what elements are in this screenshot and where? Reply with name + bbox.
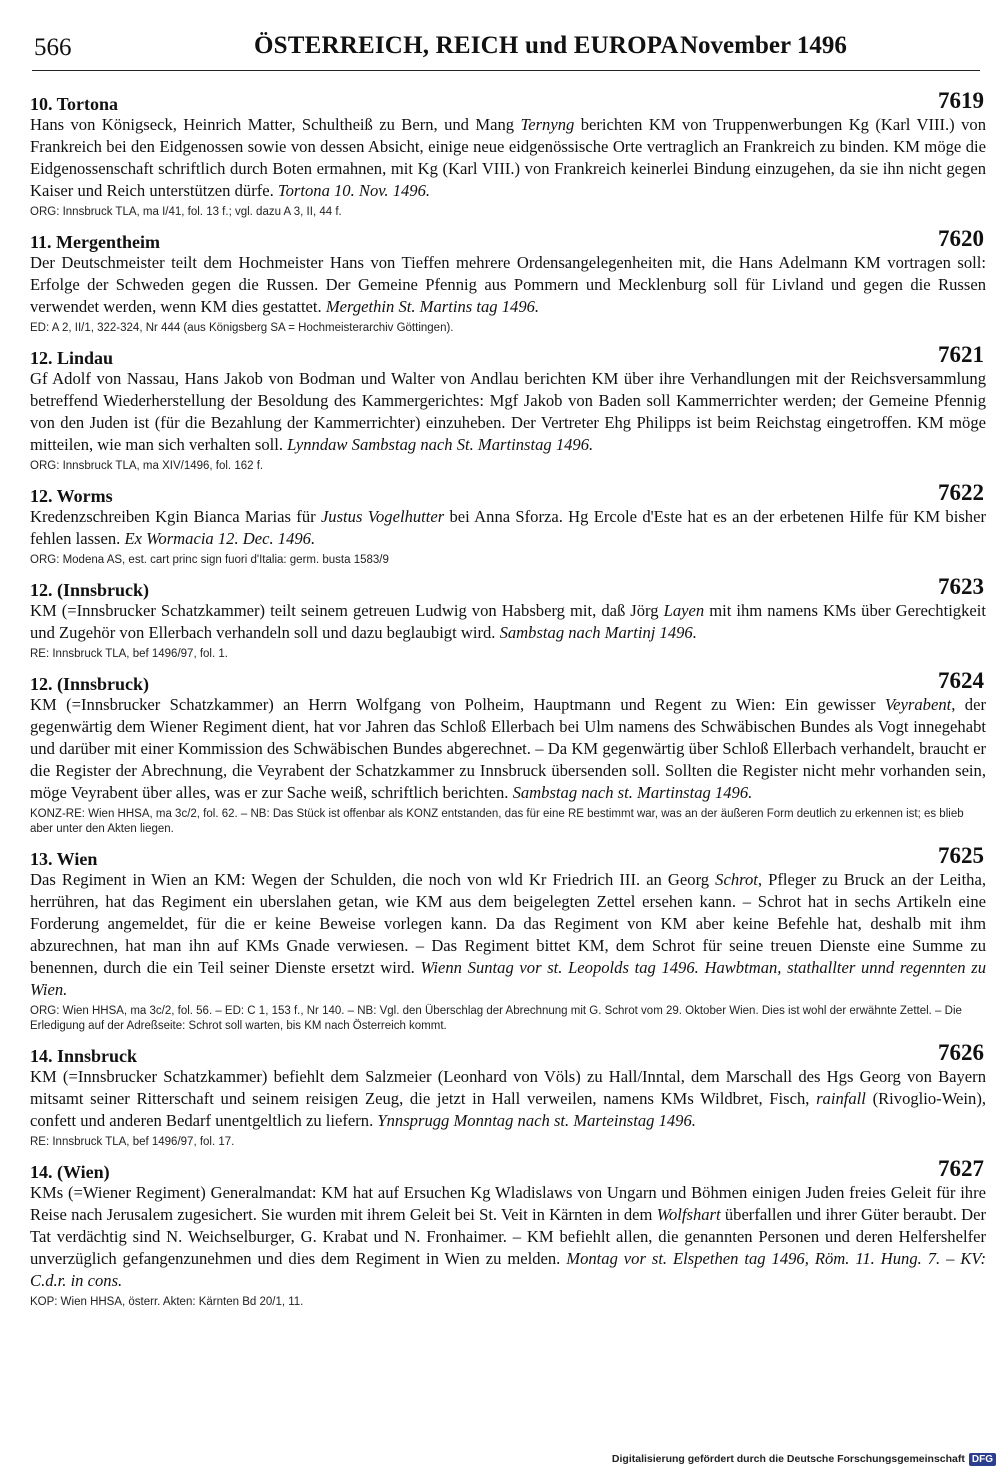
page-header xyxy=(32,30,980,71)
entry-number: 7626 xyxy=(938,1040,984,1065)
page-number: 566 xyxy=(34,34,72,61)
entry-dating: Montag vor st. Elspethen tag 1496, Röm. 11. Hung. 7. – KV: C.d.r. in cons. xyxy=(30,1249,986,1290)
entry-name-italic: rainfall xyxy=(816,1089,866,1108)
page-title: ÖSTERREICH, REICH und EUROPA xyxy=(254,32,679,59)
entries-list xyxy=(30,90,986,1318)
entry-dating: Wienn Suntag vor st. Leopolds tag 1496. Hawbtman, stathallter unnd regennten zu Wien. xyxy=(30,958,987,999)
entry-body: KM (=Innsbrucker Schatzkammer) teilt seinem getreuen Ludwig von Habsberg mit, daß Jörg xyxy=(30,601,664,620)
entry-body: Das Regiment in Wien an KM: Wegen der Schulden, die noch von wld Kr Friedrich III. an Georg xyxy=(30,870,716,889)
entry-name-italic: Layen xyxy=(663,601,705,620)
entry-source: ED: A 2, II/1, 322-324, Nr 444 (aus Königsberg SA = Hochmeisterarchiv Göttingen). xyxy=(30,322,454,334)
entry-body: Gf Adolf von Nassau, Hans Jakob von Bodman und Walter von Andlau berichten KM über ihre Verhandlungen mit der Reichsversammlung betreffend Wiederherstellung der Besoldung des Kammergerichtes: Mgf Jakob von Baden soll Kammerrichter werden; der Gemeine Pfennig von den Juden ist (für die Bezahlung der Kammerrichter) einzuheben. Der Vertreter Ehg Philipps ist beim Reichstag eingetroffen. KM möge mitteilen, wie man sich verhalten soll. xyxy=(30,369,986,454)
regest-entry xyxy=(30,576,986,662)
regest-entry xyxy=(30,228,986,336)
entry-number: 7621 xyxy=(938,342,984,367)
entry-body: KMs (=Wiener Regiment) Generalmandat: KM hat auf Ersuchen Kg Wladislaws von Ungarn und Böhmen einigen Juden freies Geleit für ihre Reise nach Jerusalem zugesichert. Sie wurden mit ihrem Geleit bei St. Veit in Kärnten in dem xyxy=(30,1183,986,1224)
entry-body-rest: mit ihm namens KMs über Gerechtigkeit und Zugehör von Ellerbach verhandeln soll und dazu beglaubigt wird. xyxy=(30,601,986,642)
regest-entry xyxy=(30,90,986,220)
regest-entry xyxy=(30,1158,986,1310)
entry-text xyxy=(30,506,986,550)
entry-source: ORG: Wien HHSA, ma 3c/2, fol. 56. – ED: C 1, 153 f., Nr 140. – NB: Vgl. den Überschlag der Abrechnung mit G. Schrot vom 29. Oktober Wien. Dies ist wohl der erwähnte Zettel. – Die Erledigung auf der Adreßseite: Schrot soll warten, bis KM nach Österreich kommt. xyxy=(30,1005,962,1032)
entry-text xyxy=(30,114,986,202)
dfg-logo: DFG xyxy=(969,1453,996,1466)
entry-name-italic: Veyrabent xyxy=(884,695,952,714)
entry-heading xyxy=(30,344,986,368)
entry-dating: Ex Wormacia 12. Dec. 1496. xyxy=(124,529,316,548)
entry-place: 12. (Innsbruck) xyxy=(30,674,150,694)
entry-body-rest: bei Anna Sforza. Hg Ercole d'Este hat es an der erbetenen Hilfe für KM bisher fehlen lassen. xyxy=(30,507,986,548)
entry-place: 14. (Wien) xyxy=(30,1162,110,1182)
entry-heading xyxy=(30,1042,986,1066)
entry-heading xyxy=(30,576,986,600)
entry-number: 7624 xyxy=(938,668,984,693)
entry-place: 14. Innsbruck xyxy=(30,1046,138,1066)
entry-name-italic: Wolfshart xyxy=(656,1205,721,1224)
entry-heading xyxy=(30,845,986,869)
entry-source: KONZ-RE: Wien HHSA, ma 3c/2, fol. 62. – NB: Das Stück ist offenbar als KONZ entstanden, das für eine RE bestimmt war, was an der äußeren Form deutlich zu erkennen ist; es blieb aber unter den Akten liegen. xyxy=(30,808,964,835)
regest-entry xyxy=(30,1042,986,1150)
entry-place: 12. (Innsbruck) xyxy=(30,580,150,600)
funding-note: Digitalisierung gefördert durch die Deutsche Forschungsgemeinschaft xyxy=(611,1453,965,1465)
entry-body: KM (=Innsbrucker Schatzkammer) an Herrn Wolfgang von Polheim, Hauptmann und Regent zu Wien: Ein gewisser xyxy=(30,695,885,714)
entry-number: 7619 xyxy=(938,88,984,113)
entry-name-italic: Justus Vogelhutter xyxy=(320,507,445,526)
entry-place: 11. Mergentheim xyxy=(30,232,160,252)
regest-entry xyxy=(30,344,986,474)
entry-dating: Sambstag nach Martinj 1496. xyxy=(499,623,697,642)
entry-heading xyxy=(30,1158,986,1182)
entry-dating: Sambstag nach st. Martinstag 1496. xyxy=(512,783,753,802)
entry-number: 7622 xyxy=(938,480,984,505)
entry-dating: Ynnsprugg Monntag nach st. Marteinstag 1496. xyxy=(377,1111,696,1130)
entry-text xyxy=(30,600,986,644)
entry-dating: Tortona 10. Nov. 1496. xyxy=(277,181,431,200)
entry-body-rest: , Pfleger zu Bruck an der Leitha, herrühren, hat das Regiment ein uberslahen getan, wie KM aus dem beigelegten Zettel ersehen kann. – Schrot hat in sechs Artikeln eine Forderung angemeldet, für die er keine Beweise vorlegen kann. Da das Regiment von KM aber keine Befehle hat, deshalb mit ihm abzurechnen, hat man ihn auf KMs Gnade verwiesen. – Das Regiment bittet KM, dem Schrot für seine treuen Dienste eine Summe zu benennen, durch die ein Teil seiner Dienste ersetzt wird. xyxy=(30,870,986,977)
entry-source: ORG: Modena AS, est. cart princ sign fuori d'Italia: germ. busta 1583/9 xyxy=(30,554,389,566)
entry-place: 12. Worms xyxy=(30,486,113,506)
entry-name-italic: Schrot xyxy=(715,870,758,889)
entry-body: Der Deutschmeister teilt dem Hochmeister Hans von Tieffen mehrere Ordensangelegenheiten mit, die Hans Adelmann KM vortragen soll: Erfolge der Schweden gegen die Russen. Der Gemeine Pfennig aus Pommern und Mecklenburg soll für Livland und gegen die Russen verwendet werden, wenn KM dies gestattet. xyxy=(30,253,986,316)
entry-source: RE: Innsbruck TLA, bef 1496/97, fol. 1. xyxy=(30,648,228,660)
page-date: November 1496 xyxy=(680,32,847,59)
entry-name-italic: Ternyng xyxy=(520,115,575,134)
regest-entry xyxy=(30,845,986,1034)
entry-source: KOP: Wien HHSA, österr. Akten: Kärnten Bd 20/1, 11. xyxy=(30,1296,304,1308)
entry-body: KM (=Innsbrucker Schatzkammer) befiehlt dem Salzmeier (Leonhard von Völs) zu Hall/Inntal, dem Marschall des Hgs Georg von Bayern mitsamt seiner Ritterschaft und seinem reisigen Zeug, die jetzt in Hall verweilen, namens KMs Wildbret, Fisch, xyxy=(30,1067,986,1108)
entry-number: 7623 xyxy=(938,574,984,599)
entry-body-rest: berichten KM von Truppenwerbungen Kg (Karl VIII.) von Frankreich bei den Eidgenossen sowie von dessen Absicht, einige neue eidgenössische Orte vertraglich an Frankreich zu binden. KM möge die Eidgenossenschaft schriftlich durch Boten ermahnen, mit Kg (Karl VIII.) von Frankreich keinerlei Bindung einzugehen, da sie ihn nicht gegen Kaiser und Reich unterstützen dürfe. xyxy=(30,115,986,200)
entry-text xyxy=(30,1182,986,1292)
entry-dating: Mergethin St. Martins tag 1496. xyxy=(325,297,540,316)
entry-place: 10. Tortona xyxy=(30,94,119,114)
entry-number: 7627 xyxy=(938,1156,984,1181)
entry-text xyxy=(30,252,986,318)
entry-body-rest: (Rivoglio-Wein), confett und anderen Bedarf unentgeltlich zu liefern. xyxy=(30,1089,986,1130)
entry-source: ORG: Innsbruck TLA, ma XIV/1496, fol. 162 f. xyxy=(30,460,264,472)
entry-number: 7620 xyxy=(938,226,984,251)
entry-text xyxy=(30,694,986,804)
entry-source: ORG: Innsbruck TLA, ma I/41, fol. 13 f.; vgl. dazu A 3, II, 44 f. xyxy=(30,206,342,218)
entry-text xyxy=(30,1066,986,1132)
entry-body: Hans von Königseck, Heinrich Matter, Schultheiß zu Bern, und Mang xyxy=(30,115,521,134)
regest-entry xyxy=(30,670,986,837)
entry-heading xyxy=(30,228,986,252)
entry-text xyxy=(30,368,986,456)
entry-body-rest: , der gegenwärtig dem Wiener Regiment dient, hat vor Jahren das Schloß Ellerbach bei Ulm namens des Schwäbischen Bundes als Vogt innegehabt und darüber mit einer Kommission des Schwäbischen Bundes abgerechnet. – Da KM gegenwärtig über Schloß Ellerbach verhandelt, braucht er die Register der Abrechnung, die Veyrabent der Schatzkammer zu Innsbruck übersenden soll. Sollten die Register nicht mehr vorhanden sein, möge Veyrabent über alles, was er zur Sache weiß, schriftlich berichten. xyxy=(30,695,986,802)
entry-place: 12. Lindau xyxy=(30,348,114,368)
regest-entry xyxy=(30,482,986,568)
entry-place: 13. Wien xyxy=(30,849,98,869)
entry-heading xyxy=(30,670,986,694)
entry-dating: Lynndaw Sambstag nach St. Martinstag 1496. xyxy=(287,435,594,454)
entry-body-rest: überfallen und ihrer Güter beraubt. Der Tat verdächtig sind N. Weichselburger, G. Krabat und N. Fronhaimer. – KM befiehlt allen, die genannten Personen und deren Helfershelfer unverzüglich gefangenzunehmen und dies dem Regiment in Wien zu melden. xyxy=(30,1205,986,1268)
entry-text xyxy=(30,869,986,1001)
entry-heading xyxy=(30,482,986,506)
entry-body: Kredenzschreiben Kgin Bianca Marias für xyxy=(30,507,321,526)
entry-source: RE: Innsbruck TLA, bef 1496/97, fol. 17. xyxy=(30,1136,235,1148)
entry-heading xyxy=(30,90,986,114)
footer xyxy=(612,1451,996,1467)
entry-number: 7625 xyxy=(938,843,984,868)
